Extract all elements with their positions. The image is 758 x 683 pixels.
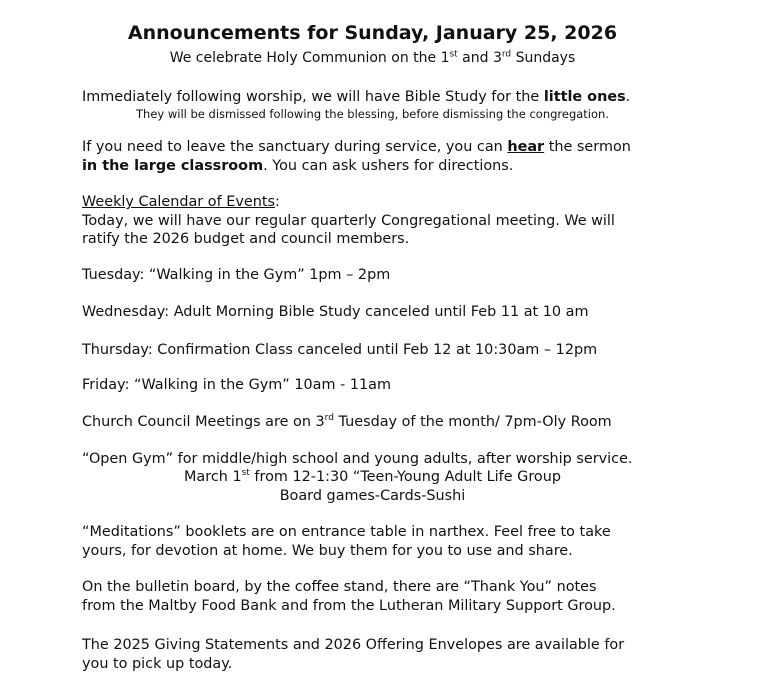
open-gym-line-2: [0, 468, 745, 487]
communion-text-2: and 3: [457, 50, 502, 66]
sanctuary-announcement-line-2: [82, 157, 513, 176]
sanctuary-text-3: . You can ask ushers for directions.: [263, 158, 514, 174]
bulletin-board-line-1: On the bulletin board, by the coffee stand, there are “Thank You” notes: [82, 579, 597, 595]
open-gym-details: from 12-1:30 “Teen-Young Adult Life Group: [249, 469, 561, 485]
calendar-heading-text: Weekly Calendar of Events: [82, 194, 275, 210]
communion-sup-1: st: [449, 49, 458, 60]
bible-study-end: .: [625, 89, 631, 105]
council-text-2: Tuesday of the month/ 7pm-Oly Room: [333, 414, 612, 430]
giving-line-2: you to pick up today.: [82, 656, 233, 672]
bible-study-note: They will be dismissed following the blessing, before dismissing the congregation.: [136, 107, 609, 121]
open-gym-line-1: “Open Gym” for middle/high school and young adults, after worship service.: [82, 451, 633, 467]
council-sup: rd: [324, 413, 334, 424]
today-line-1: Today, we will have our regular quarterly Congregational meeting. We will: [82, 213, 615, 229]
open-gym-line-3: Board games-Cards-Sushi: [279, 488, 466, 504]
sanctuary-text-2: the sermon: [544, 139, 631, 155]
sanctuary-text-1: If you need to leave the sanctuary during service, you can: [82, 139, 508, 155]
calendar-heading-colon: :: [274, 194, 280, 210]
open-gym-sup: st: [241, 468, 250, 479]
meditations-line-2: yours, for devotion at home. We buy them for you to use and share.: [82, 543, 573, 559]
open-gym-date: March 1: [184, 469, 242, 485]
communion-sup-2: rd: [501, 49, 512, 60]
sanctuary-bold-location: in the large classroom: [82, 158, 264, 174]
tuesday-event: Tuesday: “Walking in the Gym” 1pm – 2pm: [82, 267, 391, 283]
bible-study-announcement: [82, 88, 630, 107]
council-meetings: [82, 413, 612, 432]
today-line-2: ratify the 2026 budget and council members.: [82, 231, 410, 247]
communion-text-1: We celebrate Holy Communion on the 1: [169, 50, 450, 66]
sanctuary-announcement-line-1: [82, 138, 631, 157]
bible-study-text: Immediately following worship, we will have Bible Study for the: [82, 89, 544, 105]
page-title: Announcements for Sunday, January 25, 2026: [127, 22, 618, 44]
sanctuary-hear: hear: [507, 139, 545, 155]
communion-text-3: Sundays: [511, 50, 576, 66]
communion-note: [0, 49, 745, 67]
council-text-1: Church Council Meetings are on 3: [82, 414, 325, 430]
thursday-event: Thursday: Confirmation Class canceled until Feb 12 at 10:30am – 12pm: [82, 342, 598, 358]
wednesday-event: Wednesday: Adult Morning Bible Study canceled until Feb 11 at 10 am: [82, 304, 589, 320]
meditations-line-1: “Meditations” booklets are on entrance table in narthex. Feel free to take: [82, 524, 611, 540]
friday-event: Friday: “Walking in the Gym” 10am - 11am: [82, 377, 391, 393]
calendar-heading: [82, 193, 280, 212]
bulletin-board-line-2: from the Maltby Food Bank and from the Lutheran Military Support Group.: [82, 598, 616, 614]
giving-line-1: The 2025 Giving Statements and 2026 Offering Envelopes are available for: [82, 637, 625, 653]
bible-study-bold: little ones: [543, 89, 626, 105]
